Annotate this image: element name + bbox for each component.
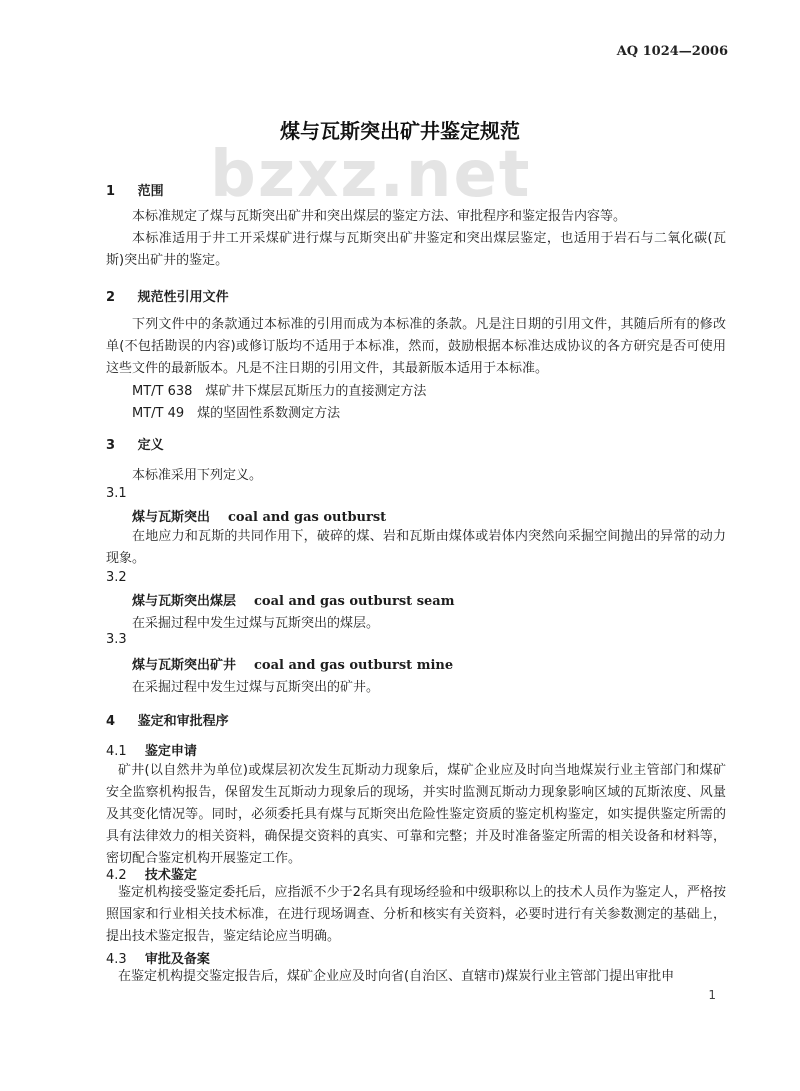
subsection-4-1-heading xyxy=(106,740,197,759)
section-1-heading xyxy=(106,180,164,199)
subsection-4-2-title: 技术鉴定 xyxy=(144,868,197,883)
definition-3-2-term xyxy=(132,590,454,609)
reference-mt-t-49: MT/T 49 煤的坚固性系数测定方法 xyxy=(132,406,341,421)
section-1-paragraph-1: 本标准规定了煤与瓦斯突出矿井和突出煤层的鉴定方法、审批程序和鉴定报告内容等。 xyxy=(132,209,627,224)
definition-3-1-term-en: coal and gas outburst xyxy=(228,510,387,525)
subsection-4-3-text: 在鉴定机构提交鉴定报告后，煤矿企业应及时向省(自治区、直辖市)煤炭行业主管部门提出审批申 xyxy=(118,969,675,984)
section-4-heading xyxy=(106,710,229,729)
reference-mt-t-638: MT/T 638 煤矿井下煤层瓦斯压力的直接测定方法 xyxy=(132,384,427,399)
definition-3-3-text: 在采掘过程中发生过煤与瓦斯突出的矿井。 xyxy=(132,680,380,695)
section-1-number: 1 xyxy=(106,184,116,199)
definition-3-3-term-en: coal and gas outburst mine xyxy=(254,658,454,673)
section-4-number: 4 xyxy=(106,714,116,729)
definition-3-2-number: 3.2 xyxy=(106,570,127,585)
definition-3-2-term-en: coal and gas outburst seam xyxy=(254,594,455,609)
watermark: bzxz.net xyxy=(210,138,532,212)
section-3-intro: 本标准采用下列定义。 xyxy=(132,468,263,483)
page-number: 1 xyxy=(708,988,716,1002)
section-2-heading xyxy=(106,286,229,305)
section-1-title: 范围 xyxy=(137,184,164,199)
standard-code: AQ 1024—2006 xyxy=(616,44,728,59)
subsection-4-2-number: 4.2 xyxy=(106,868,127,883)
section-2-paragraph: 下列文件中的条款通过本标准的引用而成为本标准的条款。凡是注日期的引用文件，其随后所有的修改单(不包括勘误的内容)或修订版均不适用于本标准，然而，鼓励根据本标准达成协议的各方研究是否可使用这些文件的最新版本。凡是不注日期的引用文件，其最新版本适用于本标准。 xyxy=(106,317,726,376)
section-3-title: 定义 xyxy=(137,438,164,453)
subsection-4-1-title: 鉴定申请 xyxy=(144,744,197,759)
definition-3-1-term-cn: 煤与瓦斯突出 xyxy=(132,510,211,525)
section-2-title: 规范性引用文件 xyxy=(137,290,229,305)
subsection-4-3-heading xyxy=(106,948,210,967)
definition-3-3-number: 3.3 xyxy=(106,632,127,647)
section-4-title: 鉴定和审批程序 xyxy=(137,714,229,729)
definition-3-1-number: 3.1 xyxy=(106,486,127,501)
subsection-4-3-number: 4.3 xyxy=(106,952,127,967)
definition-3-1-text: 在地应力和瓦斯的共同作用下，破碎的煤、岩和瓦斯由煤体或岩体内突然向采掘空间抛出的异常的动力现象。 xyxy=(106,529,726,566)
definition-3-3-term xyxy=(132,654,453,673)
definition-3-1-term xyxy=(132,506,386,525)
definition-3-3-term-cn: 煤与瓦斯突出矿井 xyxy=(132,658,237,673)
page-title: 煤与瓦斯突出矿井鉴定规范 xyxy=(280,119,520,143)
subsection-4-2-heading xyxy=(106,864,197,883)
section-3-number: 3 xyxy=(106,438,116,453)
section-2-number: 2 xyxy=(106,290,116,305)
subsection-4-1-text: 矿井(以自然井为单位)或煤层初次发生瓦斯动力现象后，煤矿企业应及时向当地煤炭行业主管部门和煤矿安全监察机构报告，保留发生瓦斯动力现象后的现场，并实时监测瓦斯动力现象影响区域的瓦斯浓度、风量及其变化情况等。同时，必须委托具有煤与瓦斯突出危险性鉴定资质的鉴定机构鉴定，如实提供鉴定所需的具有法律效力的相关资料，确保提交资料的真实、可靠和完整；并及时准备鉴定所需的相关设备和材料等，密切配合鉴定机构开展鉴定工作。 xyxy=(106,763,726,866)
subsection-4-2-text: 鉴定机构接受鉴定委托后，应指派不少于2名具有现场经验和中级职称以上的技术人员作为鉴定人，严格按照国家和行业相关技术标准，在进行现场调查、分析和核实有关资料，必要时进行有关参数测定的基础上，提出技术鉴定报告，鉴定结论应当明确。 xyxy=(106,885,726,944)
section-1-paragraph-2: 本标准适用于井工开采煤矿进行煤与瓦斯突出矿井鉴定和突出煤层鉴定，也适用于岩石与二氧化碳(瓦斯)突出矿井的鉴定。 xyxy=(106,231,726,268)
definition-3-2-term-cn: 煤与瓦斯突出煤层 xyxy=(132,594,237,609)
subsection-4-3-title: 审批及备案 xyxy=(144,952,210,967)
definition-3-2-text: 在采掘过程中发生过煤与瓦斯突出的煤层。 xyxy=(132,616,380,631)
section-3-heading xyxy=(106,434,164,453)
subsection-4-1-number: 4.1 xyxy=(106,744,127,759)
